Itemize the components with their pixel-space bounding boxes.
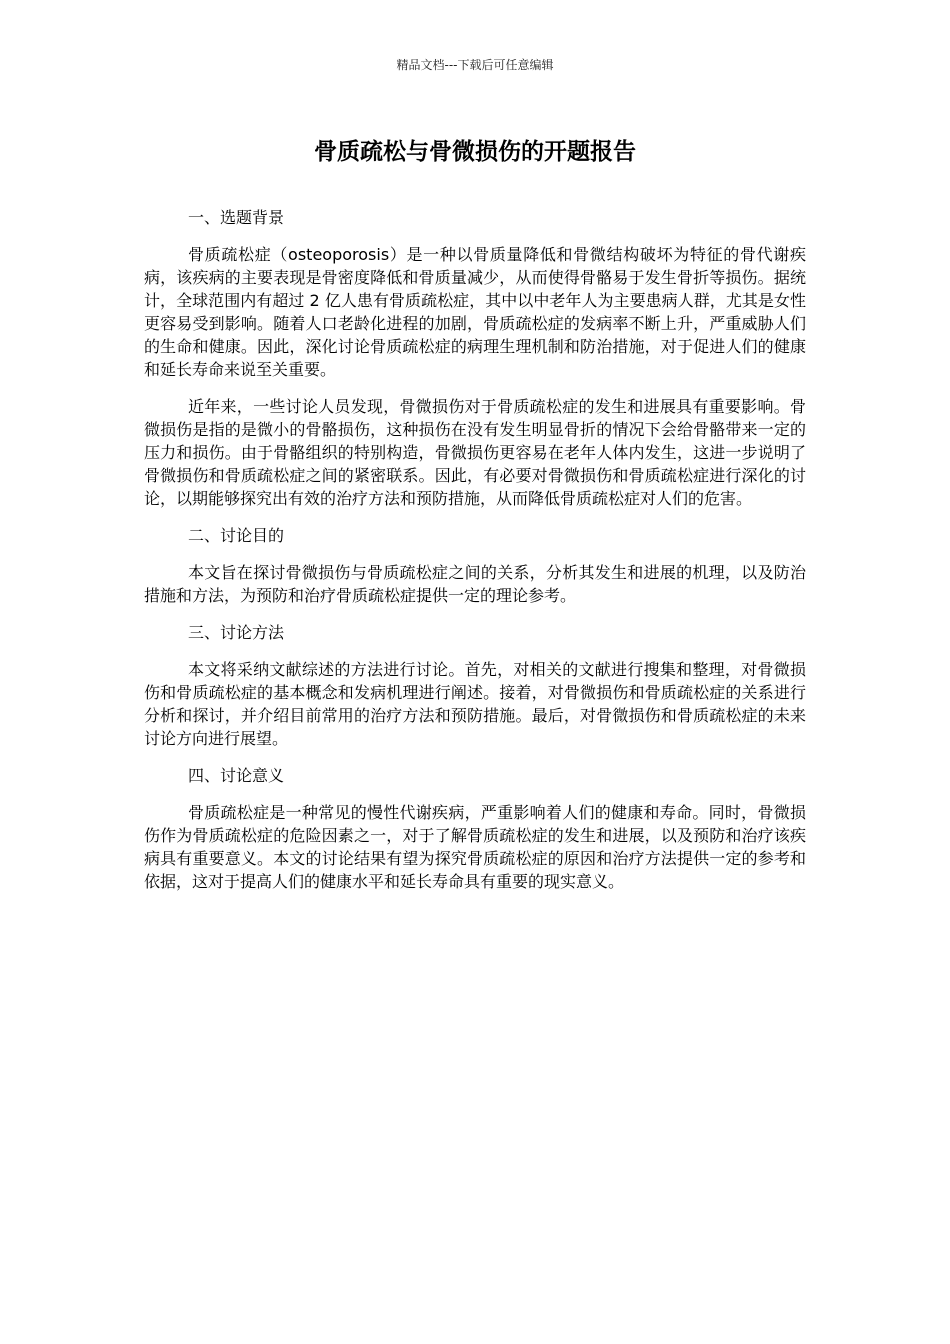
paragraph: 本文将采纳文献综述的方法进行讨论。首先，对相关的文献进行搜集和整理，对骨微损伤和骨质疏松症的基本概念和发病机理进行阐述。接着，对骨微损伤和骨质疏松症的关系进行分析和探讨，并介绍目前常用的治疗方法和预防措施。最后，对骨微损伤和骨质疏松症的未来讨论方向进行展望。 [144, 660, 806, 748]
section-heading: 三、讨论方法 [188, 623, 285, 642]
section-purpose [144, 524, 806, 607]
paragraph: 本文旨在探讨骨微损伤与骨质疏松症之间的关系，分析其发生和进展的机理，以及防治措施和方法，为预防和治疗骨质疏松症提供一定的理论参考。 [144, 563, 806, 605]
paragraph: 骨质疏松症（osteoporosis）是一种以骨质量降低和骨微结构破坏为特征的骨代谢疾病，该疾病的主要表现是骨密度降低和骨质量减少，从而使得骨骼易于发生骨折等损伤。据统计，全球范围内有超过 2 亿人患有骨质疏松症，其中以中老年人为主要患病人群，尤其是女性更容易受到影响。随着人口老龄化进程的加剧，骨质疏松症的发病率不断上升，严重威胁人们的生命和健康。因此，深化讨论骨质疏松症的病理生理机制和防治措施，对于促进人们的健康和延长寿命来说至关重要。 [144, 245, 806, 379]
section-background [144, 206, 806, 510]
header-note: 精品文档---下载后可任意编辑 [396, 58, 554, 72]
section-heading: 一、选题背景 [188, 208, 285, 227]
document-title: 骨质疏松与骨微损伤的开题报告 [314, 139, 636, 165]
section-heading: 二、讨论目的 [188, 526, 285, 545]
document-body [144, 206, 806, 907]
paragraph: 近年来，一些讨论人员发现，骨微损伤对于骨质疏松症的发生和进展具有重要影响。骨微损伤是指的是微小的骨骼损伤，这种损伤在没有发生明显骨折的情况下会给骨骼带来一定的压力和损伤。由于骨骼组织的特别构造，骨微损伤更容易在老年人体内发生，这进一步说明了骨微损伤和骨质疏松症之间的紧密联系。因此，有必要对骨微损伤和骨质疏松症进行深化的讨论，以期能够探究出有效的治疗方法和预防措施，从而降低骨质疏松症对人们的危害。 [144, 397, 806, 508]
paragraph: 骨质疏松症是一种常见的慢性代谢疾病，严重影响着人们的健康和寿命。同时，骨微损伤作为骨质疏松症的危险因素之一，对于了解骨质疏松症的发生和进展，以及预防和治疗该疾病具有重要意义。本文的讨论结果有望为探究骨质疏松症的原因和治疗方法提供一定的参考和依据，这对于提高人们的健康水平和延长寿命具有重要的现实意义。 [144, 803, 806, 891]
section-heading: 四、讨论意义 [188, 766, 285, 785]
section-method [144, 621, 806, 750]
section-significance [144, 764, 806, 893]
